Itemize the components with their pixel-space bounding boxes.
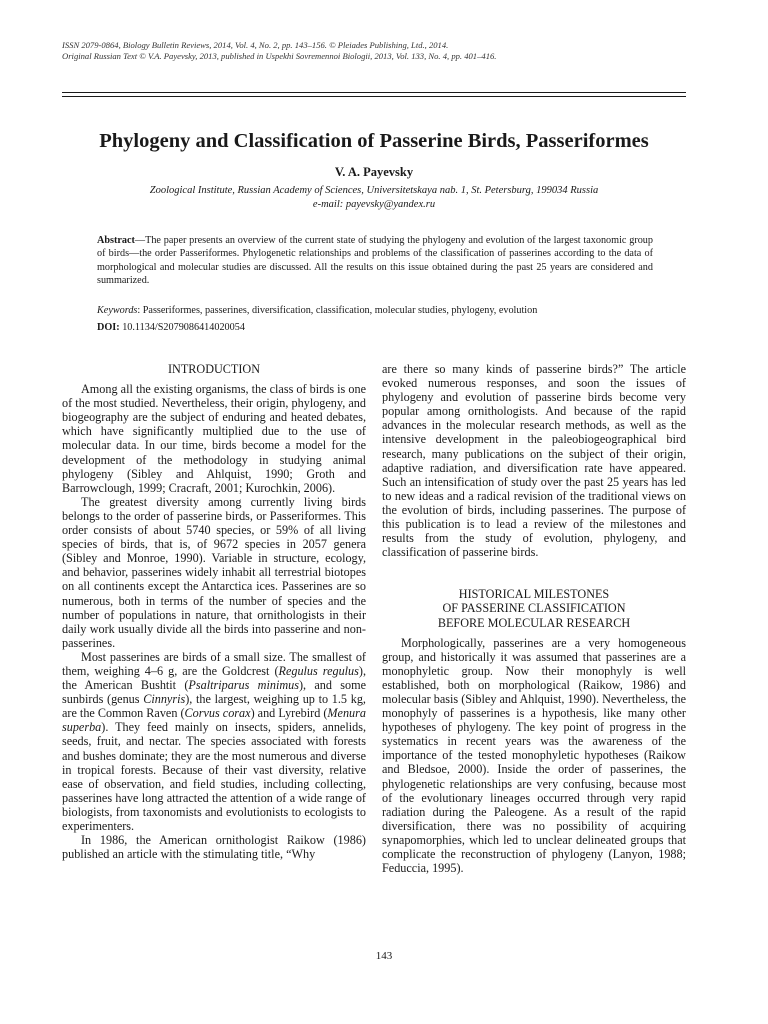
right-column	[382, 362, 686, 875]
paper-title: Phylogeny and Classification of Passerine Birds, Passeriformes	[99, 130, 649, 152]
doi-value: 10.1134/S2079086414020054	[119, 322, 245, 333]
doi-label: DOI:	[97, 322, 120, 333]
author-email: e-mail: payevsky@yandex.ru	[312, 199, 436, 210]
page-number: 143	[375, 950, 393, 962]
abstract	[97, 234, 653, 288]
text-run: ), the American Bushtit (	[62, 663, 366, 693]
header-rule-thin	[62, 96, 686, 97]
text-run: ), the largest, weighing up to 1.5 kg, are the Common Raven (	[62, 692, 366, 721]
section-heading-historical-milestones	[382, 587, 686, 629]
paragraph: Among all the existing organisms, the class of birds is one of the most studied. Nevertheless, their origin, phylogeny, and biogeography are the subject of enduring and heated debates, which have significantly multiplied due to the use of molecular data. In our time, birds become a model for the development of the methodology in studying animal phylogeny (Sibley and Ahlquist, 1990; Groth and Barrowclough, 1999; Cracraft, 2001; Kurochkin, 2006).	[62, 382, 366, 495]
doi	[97, 321, 653, 334]
text-run: ), and some sunbirds (genus	[62, 678, 366, 707]
paragraph: The greatest diversity among currently living birds belongs to the order of passerine birds, or Passeriformes. This order consists of about 5740 species, or 59% of all living species of birds, that is, of 9672 species in 2057 genera (Sibley and Monroe, 1990). Variable in structure, ecology, and behavior, passerines widely inhabit all terrestrial biotopes on all continents except the Antarctica ices. Passerines are so numerous, both in terms of the number of species and the number of populations in nature, that ornithologists in their daily work usually divide all the birds into passerine and non-passerines.	[62, 494, 366, 650]
left-column	[62, 362, 366, 861]
genus-name: Cinnyris	[143, 692, 186, 707]
original-text-line: Original Russian Text © V.A. Payevsky, 2013, published in Uspekhi Sovremennoi Biologii, 2013, Vol. 133, No. 4, pp. 401–416.	[62, 51, 497, 61]
author-name: V. A. Payevsky	[334, 165, 414, 179]
species-name: Regulus regulus	[278, 663, 359, 678]
species-name: Corvus corax	[184, 706, 251, 721]
paragraph: In 1986, the American ornithologist Raikow (1986) published an article with the stimulating title, “Why	[62, 833, 366, 862]
paragraph: Morphologically, passerines are a very homogeneous group, and historically it was assumed that passerines are a monophyletic group. Now their monophyly is well established, both on morphological (Raikow, 1986) and molecular basis (Sibley and Ahlquist, 1990). Nevertheless, the monophyly of passerines is a hypothesis, like many other hypotheses of phylogeny. The key point of progress in the systematics in recent years was the awareness of the importance of the tested monophyletic hypotheses (Raikow and Bledsoe, 2000). Inside the order of passerines, the phylogenetic relationships are very confusing, because most of the evolutionary lineages occurred through very rapid radiation during the Paleogene. As a result of the rapid diversification, there was no possibility of acquiring synapomorphies, which led to unclear delineated groups that complicate the reconstruction of phylogeny (Lanyon, 1988; Feduccia, 1995).	[382, 635, 686, 876]
text-run: Most passerines are birds of a small size. The smallest of them, weighing 4–6 g, are the Goldcrest (	[62, 649, 366, 678]
species-name: Menura superba	[62, 706, 366, 735]
header-rule-thick	[62, 92, 686, 93]
heading-line: HISTORICAL MILESTONES	[458, 587, 610, 602]
affiliation: Zoological Institute, Russian Academy of Sciences, Universitetskaya nab. 1, St. Petersburg, 199034 Russia	[149, 185, 599, 196]
heading-line: BEFORE MOLECULAR RESEARCH	[437, 615, 631, 630]
abstract-label: Abstract	[97, 235, 135, 246]
heading-line: OF PASSERINE CLASSIFICATION	[442, 601, 626, 616]
paragraph	[62, 650, 366, 833]
abstract-text: —The paper presents an overview of the current state of studying the phylogeny and evolution of the largest taxonomic group of birds—the order Passeriformes. Phylogenetic relationships and problems of the classification of passerines according to the data of morphological and molecular studies are discussed. All the results on this issue obtained during the past 25 years are considered and summarized.	[97, 235, 653, 287]
section-heading-introduction: INTRODUCTION	[167, 362, 261, 376]
species-name: Psaltriparus minimus	[188, 678, 299, 693]
text-run: ) and Lyrebird (	[250, 706, 328, 721]
keywords-text: : Passeriformes, passerines, diversification, classification, molecular studies, phylogeny, evolution	[137, 305, 538, 316]
keywords	[97, 304, 653, 317]
affiliation-block	[62, 184, 686, 212]
text-run: ). They feed mainly on insects, spiders, annelids, seeds, fruit, and nectar. The species associated with forests and bushes dominate; they are the most numerous and diverse in tropical forests. Because of their vast diversity, relative ease of observation, and field studies, including collecting, passerines have long attracted the attention of a wide range of biologists, from taxonomists and evolutionists to ecologists to experimenters.	[62, 720, 366, 833]
paragraph: are there so many kinds of passerine birds?” The article evoked numerous responses, and soon the issues of phylogeny and evolution of passerine birds become very popular among ornithologists. And because of the rapid advances in the molecular research methods, as well as the intensive development in the paleobiogeographical bird research, many publications on the subject of their origin, adaptive radiation, and diversification rate have appeared. Such an intensification of study over the past 25 years has led to new ideas and a radical revision of the traditional views on the evolution of birds, including passerines. The purpose of this publication is to lead a review of the milestones and results from the study of evolution, phylogeny, and classification of passerine birds.	[382, 362, 686, 560]
journal-citation-line: ISSN 2079-0864, Biology Bulletin Reviews, 2014, Vol. 4, No. 2, pp. 143–156. © Pleiades Publishing, Ltd., 2014.	[62, 40, 449, 50]
keywords-label: Keywords	[97, 305, 138, 316]
journal-header	[62, 40, 702, 62]
